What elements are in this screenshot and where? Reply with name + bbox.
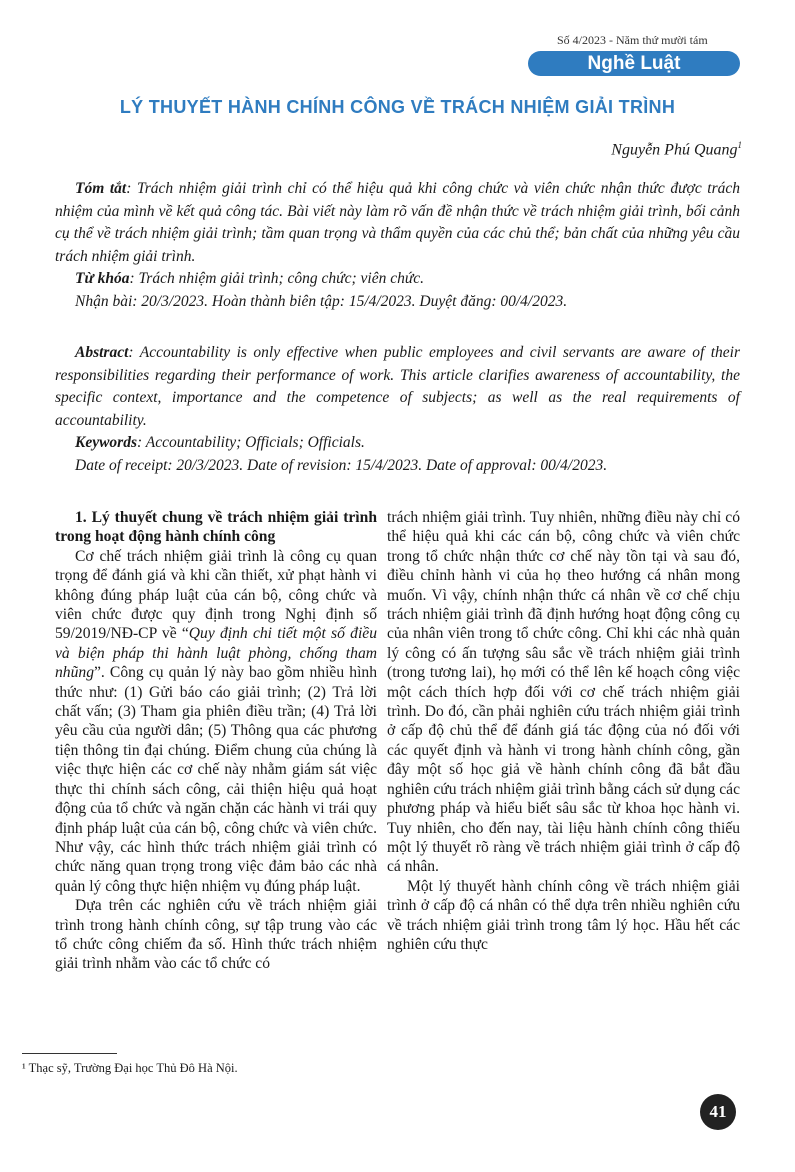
decree-title: Quy định chi tiết một số điều và biện pháp thi hành luật phòng, chống tham nhũng (55, 625, 377, 682)
article-title: LÝ THUYẾT HÀNH CHÍNH CÔNG VỀ TRÁCH NHIỆM GIẢI TRÌNH (119, 97, 676, 117)
dates-en: Date of receipt: 20/3/2023. Date of revision: 15/4/2023. Date of approval: 00/4/2023. (75, 456, 608, 474)
abstract-label: Abstract (75, 344, 129, 361)
page-number: 41 (700, 1094, 736, 1130)
paragraph: Một lý thuyết hành chính công về trách nhiệm giải trình ở cấp độ cá nhân có thể dựa trên nhiều nghiên cứu về trách nhiệm giải trình trong tâm lý học. Hầu hết các nghiên cứu thực (387, 877, 740, 953)
section-heading: 1. Lý thuyết chung về trách nhiệm giải trình trong hoạt động hành chính công (55, 509, 377, 546)
right-column (387, 508, 740, 954)
journal-logo: Nghề Luật (528, 51, 740, 76)
abstract-text: : Accountability is only effective when public employees and civil servants are aware of their responsibilities regarding their performance of work. This article clarifies awareness of accountability, the specific context, importance and the competence of subjects; as well as the real requirements of accountability. (55, 344, 740, 429)
author (611, 140, 742, 159)
paragraph-text: ”. Công cụ quản lý này bao gồm nhiều hình thức như: (1) Gửi báo cáo giải trình; (2) Trả lời chất vấn; (3) Tham gia phiên điều trần; (4) Trả lời yêu cầu của người dân; (5) Thông qua các phương tiện thông tin đại chúng. Điểm chung của chúng là việc thực hiện các cơ chế này nhằm giám sát việc thực thi chính sách công, cải thiện hiệu quả hoạt động của tổ chức và ngăn chặn các hành vi trái quy định pháp luật của cán bộ, công chức và viên chức. Như vậy, các hình thức trách nhiệm giải trình có chức năng quan trọng trong việc đảm bảo các nhà quản lý công thực hiện nhiệm vụ đúng pháp luật. (55, 664, 377, 895)
paragraph: trách nhiệm giải trình. Tuy nhiên, những điều này chỉ có thể hiệu quả khi các cán bộ, công chức và viên chức trong tổ chức nhận thức cơ chế này tồn tại và sau đó, điều chỉnh hành vi của họ theo hướng cá nhân mong muốn. Vì vậy, chính nhận thức cá nhân về cơ chế chịu trách nhiệm giải trình đã định hướng hoạt động công cụ của nhân viên trong tổ chức công. Chỉ khi các nhà quản lý công có ấn tượng sâu sắc về trách nhiệm giải trình (trong tương lai), họ mới có thể lên kế hoạch công việc một cách thích hợp đối với cơ chế trách nhiệm giải trình. Do đó, cần phải nghiên cứu trách nhiệm giải trình ở cấp độ chủ thể để đánh giá tác động của nó đối với các quyết định và hành vi trong hành chính công, gần đây một số học giả về hành chính công đã bắt đầu nghiên cứu trách nhiệm giải trình bằng cách sử dụng các phương pháp và hiểu biết sâu sắc từ khoa học hành vi. Tuy nhiên, cho đến nay, tài liệu hành chính công thiếu một lý thuyết rõ ràng về trách nhiệm giải trình ở cấp độ cá nhân. (387, 509, 740, 876)
author-footnote-mark: 1 (737, 140, 742, 150)
paragraph-text: Cơ chế trách nhiệm giải trình là công cụ quan trọng để đánh giá và khi cần thiết, xử phạt hành vi không đúng pháp luật của cán bộ, công chức và viên chức được quy định trong Nghị định số 59/2019/NĐ-CP về “ (55, 547, 377, 643)
keywords-text: : Trách nhiệm giải trình; công chức; viên chức. (129, 270, 425, 287)
keywords-label: Từ khóa (75, 270, 130, 287)
english-abstract (55, 342, 740, 477)
keywords-label-en: Keywords (75, 434, 137, 451)
summary-label: Tóm tắt (75, 180, 127, 197)
paragraph (55, 547, 377, 896)
summary-text: : Trách nhiệm giải trình chỉ có thể hiệu quả khi công chức và viên chức nhận thức được trách nhiệm của mình về kết quả công tác. Bài viết này làm rõ vấn đề nhận thức về trách nhiệm giải trình, bối cảnh cụ thể về trách nhiệm giải trình; tầm quan trọng và thẩm quyền của các chủ thể; bản chất của những yêu cầu trách nhiệm giải trình. (55, 180, 740, 265)
footnote: ¹ Thạc sỹ, Trường Đại học Thủ Đô Hà Nội. (22, 1061, 238, 1075)
vietnamese-abstract (55, 178, 740, 313)
issue-label: Số 4/2023 - Năm thứ mười tám (557, 33, 708, 47)
dates: Nhận bài: 20/3/2023. Hoàn thành biên tập: 15/4/2023. Duyệt đăng: 00/4/2023. (75, 292, 568, 310)
keywords-text-en: : Accountability; Officials; Officials. (137, 434, 365, 451)
footnote-divider (22, 1053, 117, 1054)
paragraph: Dựa trên các nghiên cứu về trách nhiệm giải trình trong hành chính công, sự tập trung vào các tổ chức công chiếm đa số. Hình thức trách nhiệm giải trình nhằm vào các tổ chức có (55, 897, 377, 973)
author-name: Nguyễn Phú Quang (611, 141, 738, 159)
left-column (55, 508, 377, 974)
